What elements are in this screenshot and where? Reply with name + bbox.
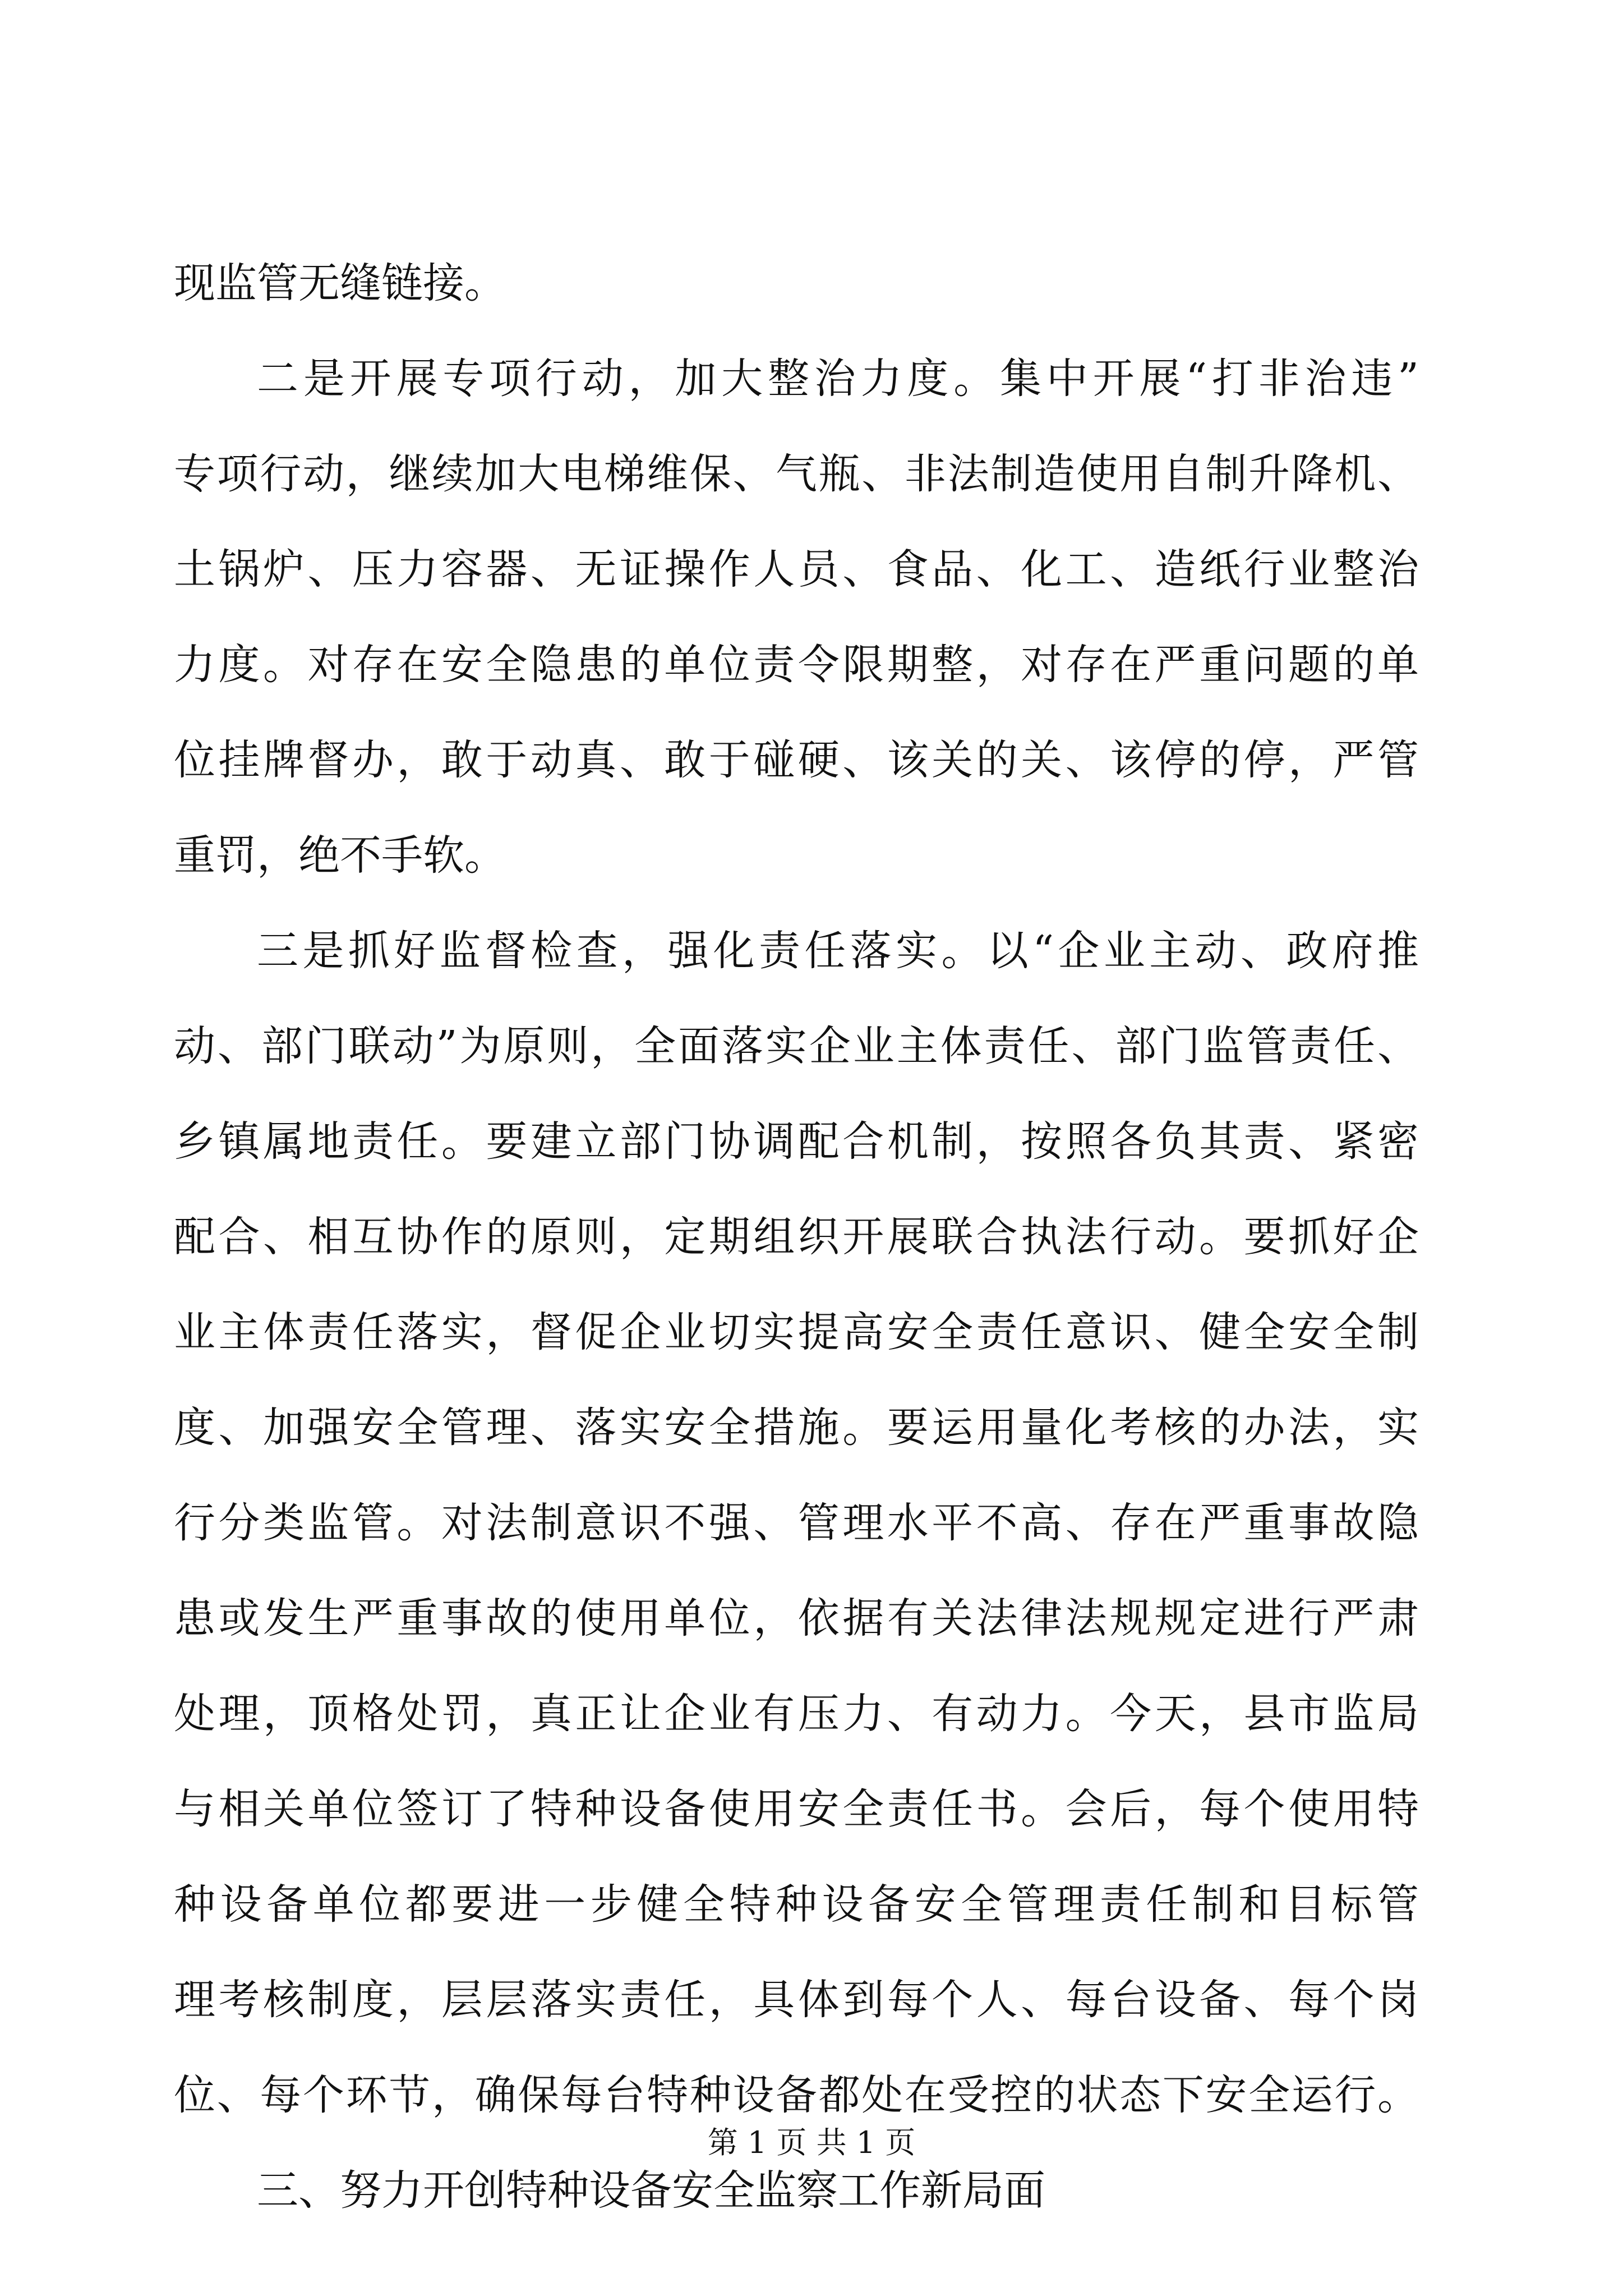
text-line: 二是开展专项行动，加大整治力度。集中开展“打非治违” (257, 355, 1419, 403)
document-body (174, 236, 1419, 2238)
text-line: 现监管无缝链接。 (174, 259, 506, 307)
text-line: 位挂牌督办，敢于动真、敢于碰硬、该关的关、该停的停，严管 (174, 736, 1419, 784)
section-heading: 三、努力开创特种设备安全监察工作新局面 (257, 2166, 1045, 2215)
text-line: 力度。对存在安全隐患的单位责令限期整，对存在严重问题的单 (174, 641, 1419, 689)
text-line: 处理，顶格处罚，真正让企业有压力、有动力。今天，县市监局 (174, 1690, 1419, 1738)
text-line: 位、每个环节，确保每台特种设备都处在受控的状态下安全运行。 (174, 2071, 1419, 2119)
text-line: 业主体责任落实，督促企业切实提高安全责任意识、健全安全制 (174, 1308, 1419, 1356)
text-line: 配合、相互协作的原则，定期组织开展联合执法行动。要抓好企 (174, 1213, 1419, 1261)
page-number-footer: 第 1 页 共 1 页 (707, 2125, 916, 2160)
text-line: 患或发生严重事故的使用单位，依据有关法律法规规定进行严肃 (174, 1594, 1419, 1642)
text-line: 种设备单位都要进一步健全特种设备安全管理责任制和目标管 (174, 1880, 1419, 1929)
text-line: 乡镇属地责任。要建立部门协调配合机制，按照各负其责、紧密 (174, 1117, 1419, 1166)
text-line: 行分类监管。对法制意识不强、管理水平不高、存在严重事故隐 (174, 1499, 1419, 1547)
text-line: 动、部门联动”为原则，全面落实企业主体责任、部门监管责任、 (174, 1022, 1419, 1070)
text-line: 度、加强安全管理、落实安全措施。要运用量化考核的办法，实 (174, 1404, 1419, 1452)
text-line: 理考核制度，层层落实责任，具体到每个人、每台设备、每个岗 (174, 1976, 1419, 2024)
text-line: 重罚，绝不手软。 (174, 831, 506, 880)
text-line: 土锅炉、压力容器、无证操作人员、食品、化工、造纸行业整治 (174, 545, 1419, 593)
text-line: 三是抓好监督检查，强化责任落实。以“企业主动、政府推 (257, 927, 1419, 975)
text-line: 与相关单位签订了特种设备使用安全责任书。会后，每个使用特 (174, 1785, 1419, 1833)
text-line: 专项行动，继续加大电梯维保、气瓶、非法制造使用自制升降机、 (174, 450, 1419, 498)
